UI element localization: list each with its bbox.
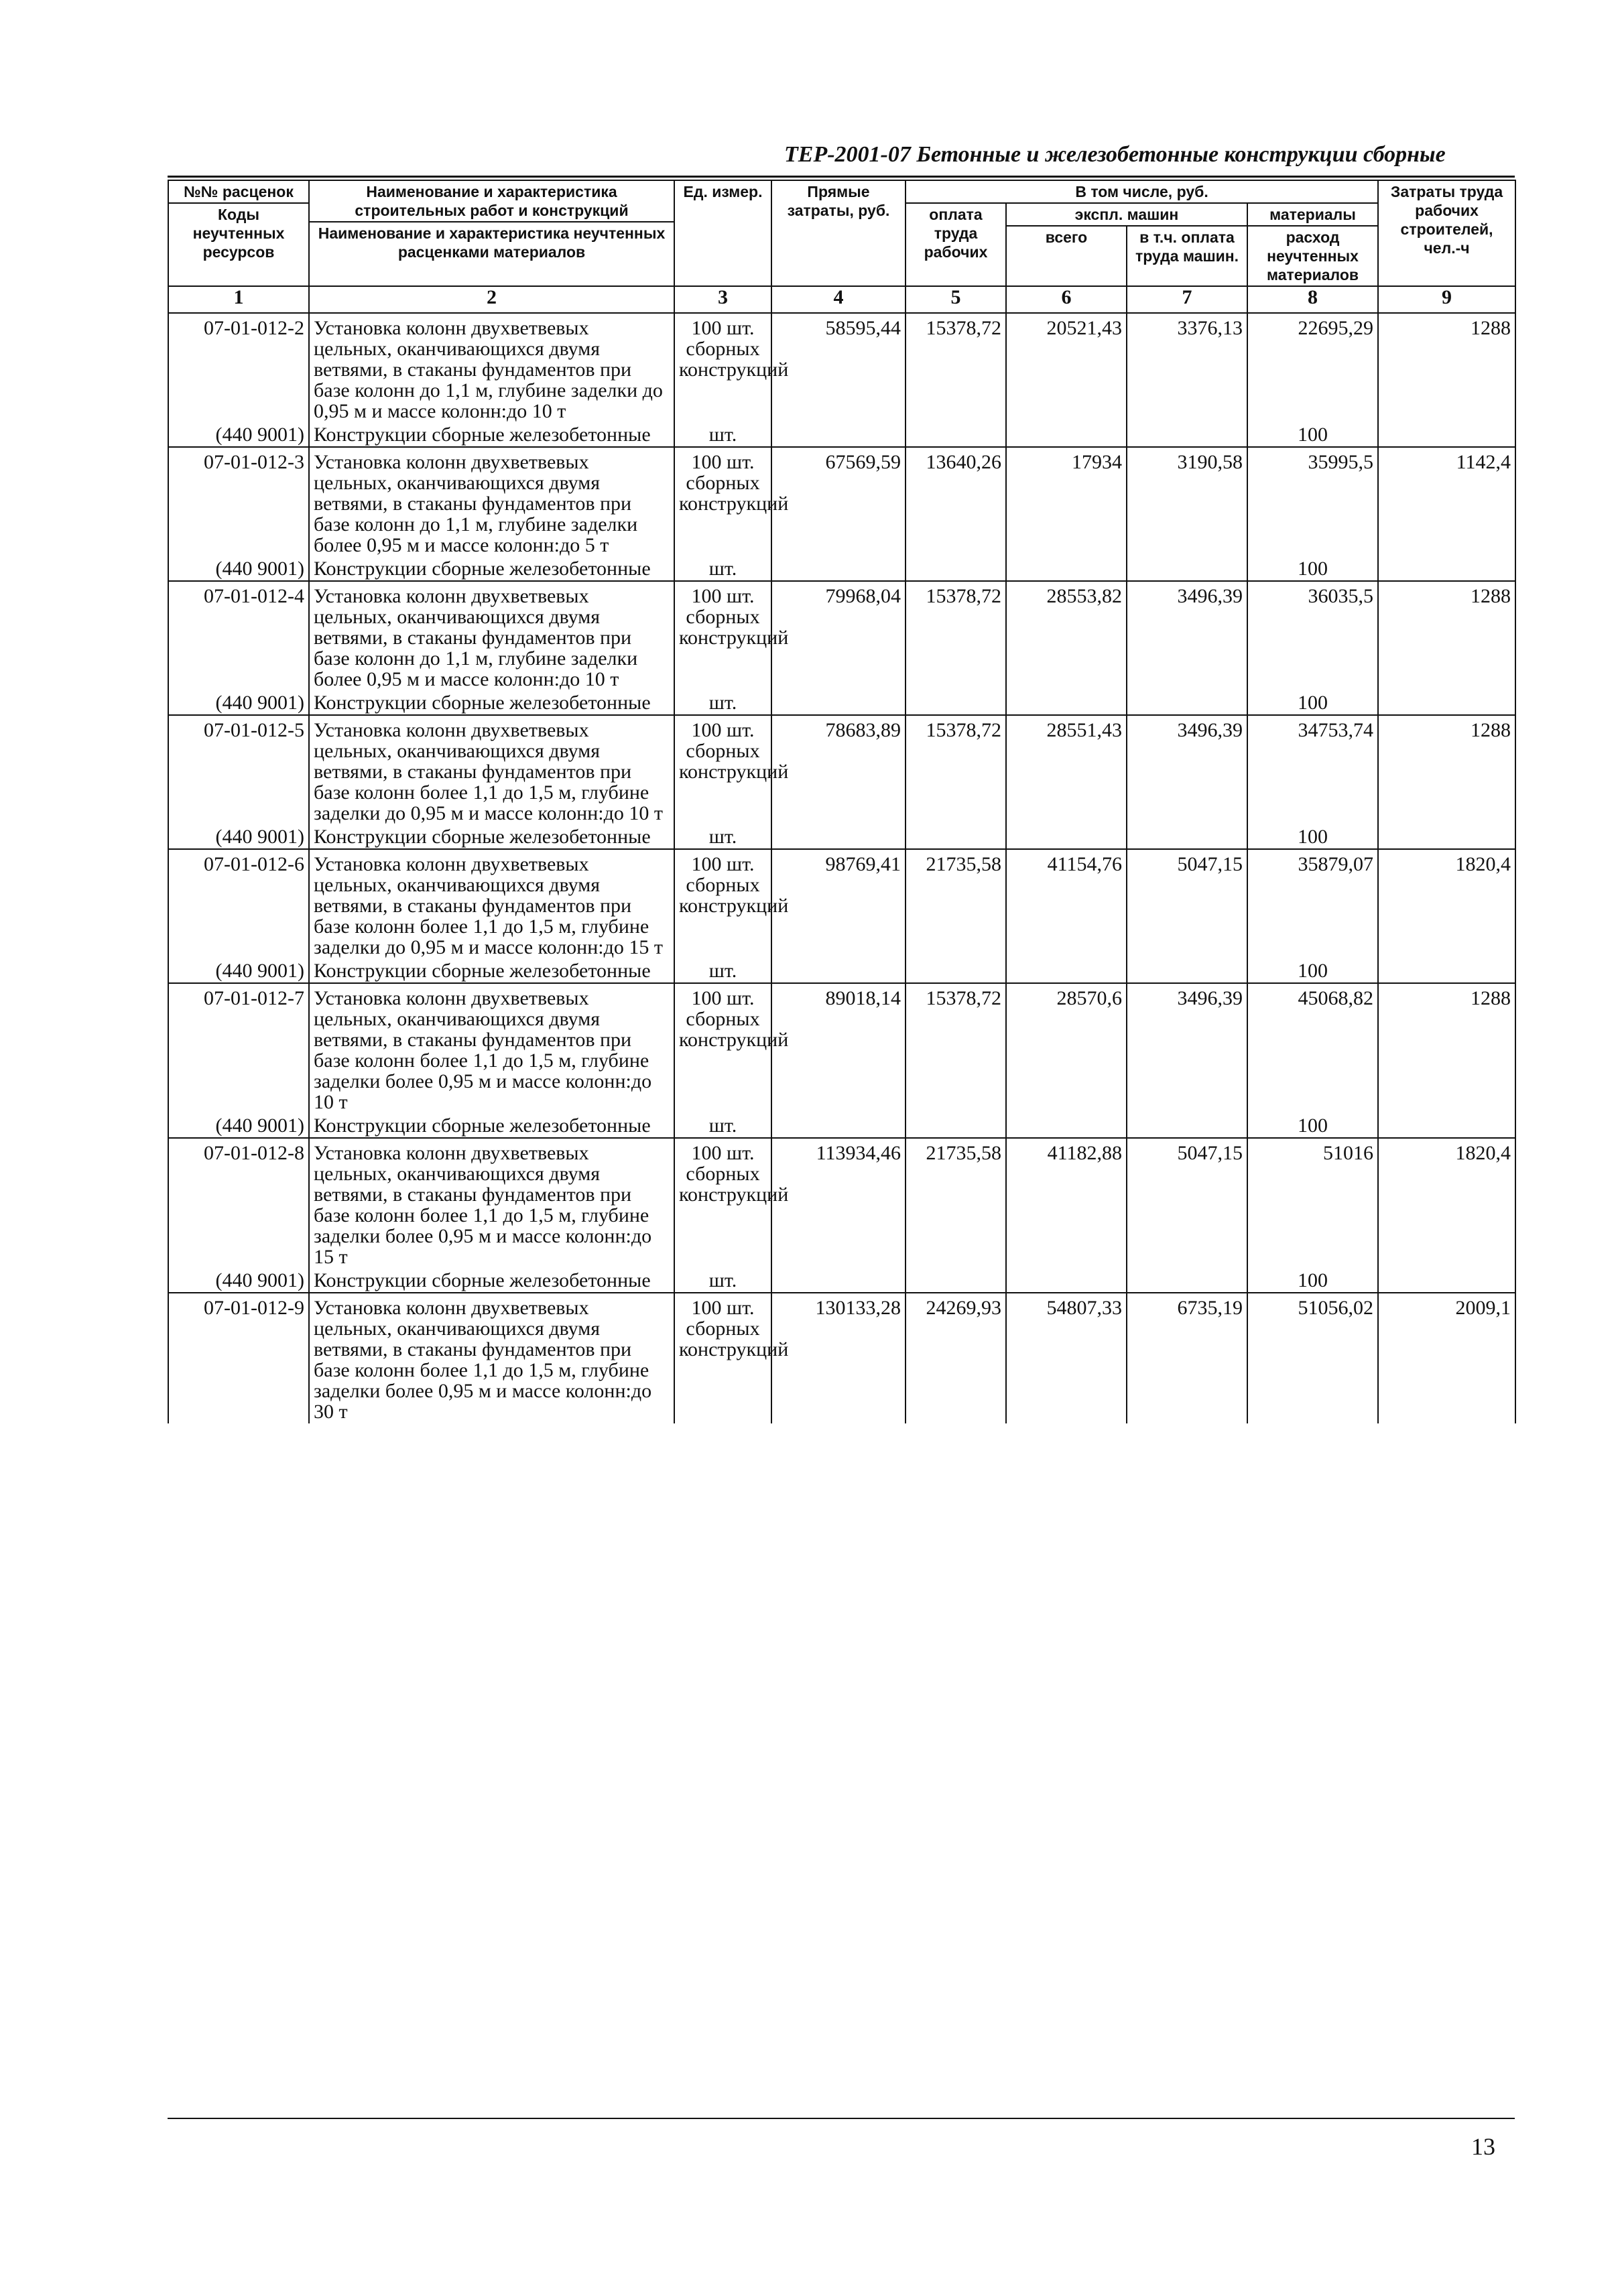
resource-code: (440 9001) bbox=[168, 423, 309, 447]
table-body bbox=[168, 313, 1515, 1423]
resource-row bbox=[168, 423, 1515, 447]
empty-cell bbox=[771, 557, 906, 581]
direct-costs: 89018,14 bbox=[771, 983, 906, 1114]
rate-description: Установка колонн двухветвевых цельных, оканчивающихся двумя ветвями, в стаканы фундаментов при базе колонн до 1,1 м, глубине заделки более 0,95 м и массе колонн:до 5 т bbox=[309, 447, 674, 557]
resource-quantity: 100 bbox=[1247, 1114, 1378, 1138]
machines-labor: 3190,58 bbox=[1127, 447, 1247, 557]
machines-labor: 3496,39 bbox=[1127, 983, 1247, 1114]
rate-description: Установка колонн двухветвевых цельных, оканчивающихся двумя ветвями, в стаканы фундаментов при базе колонн более 1,1 до 1,5 м, глубине заделки до 0,95 м и массе колонн:до 15 т bbox=[309, 849, 674, 959]
labor-cost: 15378,72 bbox=[906, 313, 1006, 423]
resource-name: Конструкции сборные железобетонные bbox=[309, 557, 674, 581]
direct-costs: 130133,28 bbox=[771, 1293, 906, 1423]
rate-description: Установка колонн двухветвевых цельных, оканчивающихся двумя ветвями, в стаканы фундаментов при базе колонн более 1,1 до 1,5 м, глубине заделки до 0,95 м и массе колонн:до 10 т bbox=[309, 715, 674, 825]
resource-name: Конструкции сборные железобетонные bbox=[309, 691, 674, 715]
header-machines-total: всего bbox=[1006, 226, 1127, 286]
empty-cell bbox=[1378, 423, 1515, 447]
rate-unit: 100 шт. сборных конструкций bbox=[674, 1138, 771, 1269]
header-col2 bbox=[309, 180, 674, 286]
column-number: 4 bbox=[771, 286, 906, 313]
resource-name: Конструкции сборные железобетонные bbox=[309, 1269, 674, 1293]
rate-code: 07-01-012-5 bbox=[168, 715, 309, 825]
running-header: ТЕР-2001-07 Бетонные и железобетонные конструкции сборные bbox=[784, 142, 1446, 167]
rate-unit: 100 шт. сборных конструкций bbox=[674, 849, 771, 959]
column-number: 8 bbox=[1247, 286, 1378, 313]
labor-cost: 24269,93 bbox=[906, 1293, 1006, 1423]
footer-rule bbox=[168, 2118, 1515, 2119]
empty-cell bbox=[906, 1269, 1006, 1293]
rate-description: Установка колонн двухветвевых цельных, оканчивающихся двумя ветвями, в стаканы фундаментов при базе колонн до 1,1 м, глубине заделки более 0,95 м и массе колонн:до 10 т bbox=[309, 581, 674, 691]
empty-cell bbox=[1127, 959, 1247, 983]
header-rule bbox=[168, 176, 1515, 178]
empty-cell bbox=[1006, 825, 1127, 849]
empty-cell bbox=[906, 691, 1006, 715]
labor-hours: 1288 bbox=[1378, 983, 1515, 1114]
column-number: 5 bbox=[906, 286, 1006, 313]
resource-row bbox=[168, 1114, 1515, 1138]
empty-cell bbox=[1006, 691, 1127, 715]
header-col2-top: Наименование и характеристика строительных работ и конструкций bbox=[355, 183, 629, 219]
materials-cost: 45068,82 bbox=[1247, 983, 1378, 1114]
resource-unit: шт. bbox=[674, 1114, 771, 1138]
header-col1 bbox=[168, 180, 309, 286]
empty-cell bbox=[1127, 825, 1247, 849]
resource-unit: шт. bbox=[674, 1269, 771, 1293]
resource-code: (440 9001) bbox=[168, 825, 309, 849]
machines-total: 28551,43 bbox=[1006, 715, 1127, 825]
table-row bbox=[168, 581, 1515, 691]
resource-unit: шт. bbox=[674, 959, 771, 983]
resource-name: Конструкции сборные железобетонные bbox=[309, 423, 674, 447]
empty-cell bbox=[771, 1269, 906, 1293]
machines-labor: 6735,19 bbox=[1127, 1293, 1247, 1423]
resource-row bbox=[168, 825, 1515, 849]
empty-cell bbox=[1127, 691, 1247, 715]
empty-cell bbox=[771, 1114, 906, 1138]
rate-code: 07-01-012-9 bbox=[168, 1293, 309, 1423]
machines-labor: 3376,13 bbox=[1127, 313, 1247, 423]
header-machines: экспл. машин bbox=[1006, 203, 1247, 226]
header-labor: оплата труда рабочих bbox=[906, 203, 1006, 286]
table-row bbox=[168, 1138, 1515, 1269]
direct-costs: 98769,41 bbox=[771, 849, 906, 959]
resource-code: (440 9001) bbox=[168, 1269, 309, 1293]
empty-cell bbox=[1378, 1114, 1515, 1138]
column-number: 9 bbox=[1378, 286, 1515, 313]
labor-hours: 1288 bbox=[1378, 715, 1515, 825]
rate-unit: 100 шт. сборных конструкций bbox=[674, 313, 771, 423]
labor-cost: 15378,72 bbox=[906, 581, 1006, 691]
rate-unit: 100 шт. сборных конструкций bbox=[674, 1293, 771, 1423]
empty-cell bbox=[1006, 1269, 1127, 1293]
header-labor-hours: Затраты труда рабочих строителей, чел.-ч bbox=[1378, 180, 1515, 286]
table-header bbox=[168, 180, 1515, 313]
rate-unit: 100 шт. сборных конструкций bbox=[674, 447, 771, 557]
rate-code: 07-01-012-4 bbox=[168, 581, 309, 691]
header-machines-labor: в т.ч. оплата труда машин. bbox=[1127, 226, 1247, 286]
rate-code: 07-01-012-6 bbox=[168, 849, 309, 959]
labor-cost: 15378,72 bbox=[906, 715, 1006, 825]
empty-cell bbox=[1006, 557, 1127, 581]
empty-cell bbox=[906, 423, 1006, 447]
resource-unit: шт. bbox=[674, 825, 771, 849]
labor-hours: 2009,1 bbox=[1378, 1293, 1515, 1423]
empty-cell bbox=[906, 557, 1006, 581]
table-row bbox=[168, 715, 1515, 825]
labor-cost: 21735,58 bbox=[906, 1138, 1006, 1269]
machines-total: 54807,33 bbox=[1006, 1293, 1127, 1423]
empty-cell bbox=[1006, 423, 1127, 447]
empty-cell bbox=[1378, 959, 1515, 983]
resource-code: (440 9001) bbox=[168, 959, 309, 983]
empty-cell bbox=[1378, 691, 1515, 715]
machines-labor: 3496,39 bbox=[1127, 715, 1247, 825]
header-direct-costs: Прямые затраты, руб. bbox=[771, 180, 906, 286]
machines-labor: 5047,15 bbox=[1127, 1138, 1247, 1269]
materials-cost: 34753,74 bbox=[1247, 715, 1378, 825]
labor-hours: 1820,4 bbox=[1378, 1138, 1515, 1269]
resource-row bbox=[168, 959, 1515, 983]
header-materials-detail: расход неучтенных материалов bbox=[1247, 226, 1378, 286]
labor-hours: 1142,4 bbox=[1378, 447, 1515, 557]
page-number: 13 bbox=[1471, 2133, 1495, 2160]
resource-quantity: 100 bbox=[1247, 691, 1378, 715]
table-row bbox=[168, 313, 1515, 423]
column-number: 1 bbox=[168, 286, 309, 313]
resource-code: (440 9001) bbox=[168, 557, 309, 581]
empty-cell bbox=[1378, 825, 1515, 849]
materials-cost: 35995,5 bbox=[1247, 447, 1378, 557]
column-number: 3 bbox=[674, 286, 771, 313]
column-number: 6 bbox=[1006, 286, 1127, 313]
machines-total: 28570,6 bbox=[1006, 983, 1127, 1114]
resource-unit: шт. bbox=[674, 423, 771, 447]
header-group: В том числе, руб. bbox=[906, 180, 1378, 203]
rate-code: 07-01-012-3 bbox=[168, 447, 309, 557]
rate-description: Установка колонн двухветвевых цельных, оканчивающихся двумя ветвями, в стаканы фундаментов при базе колонн более 1,1 до 1,5 м, глубине заделки более 0,95 м и массе колонн:до 10 т bbox=[309, 983, 674, 1114]
labor-hours: 1288 bbox=[1378, 581, 1515, 691]
table-row bbox=[168, 447, 1515, 557]
resource-quantity: 100 bbox=[1247, 825, 1378, 849]
empty-cell bbox=[1127, 423, 1247, 447]
rate-description: Установка колонн двухветвевых цельных, оканчивающихся двумя ветвями, в стаканы фундаментов при базе колонн до 1,1 м, глубине заделки до 0,95 м и массе колонн:до 10 т bbox=[309, 313, 674, 423]
machines-total: 20521,43 bbox=[1006, 313, 1127, 423]
resource-code: (440 9001) bbox=[168, 691, 309, 715]
resource-row bbox=[168, 1269, 1515, 1293]
header-materials: материалы bbox=[1247, 203, 1378, 226]
empty-cell bbox=[771, 691, 906, 715]
empty-cell bbox=[1006, 959, 1127, 983]
header-unit: Ед. измер. bbox=[674, 180, 771, 286]
table-row bbox=[168, 983, 1515, 1114]
resource-name: Конструкции сборные железобетонные bbox=[309, 959, 674, 983]
machines-labor: 5047,15 bbox=[1127, 849, 1247, 959]
machines-total: 41182,88 bbox=[1006, 1138, 1127, 1269]
labor-cost: 15378,72 bbox=[906, 983, 1006, 1114]
resource-row bbox=[168, 557, 1515, 581]
header-col2-bottom: Наименование и характеристика неучтенных расценками материалов bbox=[310, 221, 674, 261]
empty-cell bbox=[1378, 557, 1515, 581]
materials-cost: 51016 bbox=[1247, 1138, 1378, 1269]
rates-table bbox=[168, 180, 1516, 1423]
direct-costs: 113934,46 bbox=[771, 1138, 906, 1269]
machines-total: 17934 bbox=[1006, 447, 1127, 557]
empty-cell bbox=[771, 825, 906, 849]
labor-cost: 21735,58 bbox=[906, 849, 1006, 959]
rate-description: Установка колонн двухветвевых цельных, оканчивающихся двумя ветвями, в стаканы фундаментов при базе колонн более 1,1 до 1,5 м, глубине заделки более 0,95 м и массе колонн:до 30 т bbox=[309, 1293, 674, 1423]
materials-cost: 51056,02 bbox=[1247, 1293, 1378, 1423]
empty-cell bbox=[906, 1114, 1006, 1138]
resource-quantity: 100 bbox=[1247, 557, 1378, 581]
rate-code: 07-01-012-2 bbox=[168, 313, 309, 423]
empty-cell bbox=[771, 959, 906, 983]
empty-cell bbox=[906, 959, 1006, 983]
empty-cell bbox=[771, 423, 906, 447]
resource-quantity: 100 bbox=[1247, 423, 1378, 447]
rate-unit: 100 шт. сборных конструкций bbox=[674, 715, 771, 825]
machines-total: 41154,76 bbox=[1006, 849, 1127, 959]
empty-cell bbox=[1127, 557, 1247, 581]
materials-cost: 36035,5 bbox=[1247, 581, 1378, 691]
machines-total: 28553,82 bbox=[1006, 581, 1127, 691]
header-col1-bottom: Коды неучтенных ресурсов bbox=[169, 202, 308, 261]
direct-costs: 67569,59 bbox=[771, 447, 906, 557]
rate-unit: 100 шт. сборных конструкций bbox=[674, 581, 771, 691]
rate-code: 07-01-012-8 bbox=[168, 1138, 309, 1269]
resource-unit: шт. bbox=[674, 557, 771, 581]
column-number: 2 bbox=[309, 286, 674, 313]
resource-row bbox=[168, 691, 1515, 715]
materials-cost: 35879,07 bbox=[1247, 849, 1378, 959]
resource-quantity: 100 bbox=[1247, 959, 1378, 983]
resource-name: Конструкции сборные железобетонные bbox=[309, 1114, 674, 1138]
direct-costs: 78683,89 bbox=[771, 715, 906, 825]
direct-costs: 79968,04 bbox=[771, 581, 906, 691]
rate-code: 07-01-012-7 bbox=[168, 983, 309, 1114]
column-number: 7 bbox=[1127, 286, 1247, 313]
table-row bbox=[168, 849, 1515, 959]
empty-cell bbox=[906, 825, 1006, 849]
empty-cell bbox=[1127, 1269, 1247, 1293]
empty-cell bbox=[1378, 1269, 1515, 1293]
empty-cell bbox=[1127, 1114, 1247, 1138]
materials-cost: 22695,29 bbox=[1247, 313, 1378, 423]
labor-hours: 1820,4 bbox=[1378, 849, 1515, 959]
empty-cell bbox=[1006, 1114, 1127, 1138]
header-col1-top: №№ расценок bbox=[184, 183, 294, 200]
resource-unit: шт. bbox=[674, 691, 771, 715]
table-row bbox=[168, 1293, 1515, 1423]
labor-hours: 1288 bbox=[1378, 313, 1515, 423]
direct-costs: 58595,44 bbox=[771, 313, 906, 423]
resource-code: (440 9001) bbox=[168, 1114, 309, 1138]
resource-name: Конструкции сборные железобетонные bbox=[309, 825, 674, 849]
rate-unit: 100 шт. сборных конструкций bbox=[674, 983, 771, 1114]
rate-description: Установка колонн двухветвевых цельных, оканчивающихся двумя ветвями, в стаканы фундаментов при базе колонн более 1,1 до 1,5 м, глубине заделки более 0,95 м и массе колонн:до 15 т bbox=[309, 1138, 674, 1269]
resource-quantity: 100 bbox=[1247, 1269, 1378, 1293]
machines-labor: 3496,39 bbox=[1127, 581, 1247, 691]
labor-cost: 13640,26 bbox=[906, 447, 1006, 557]
